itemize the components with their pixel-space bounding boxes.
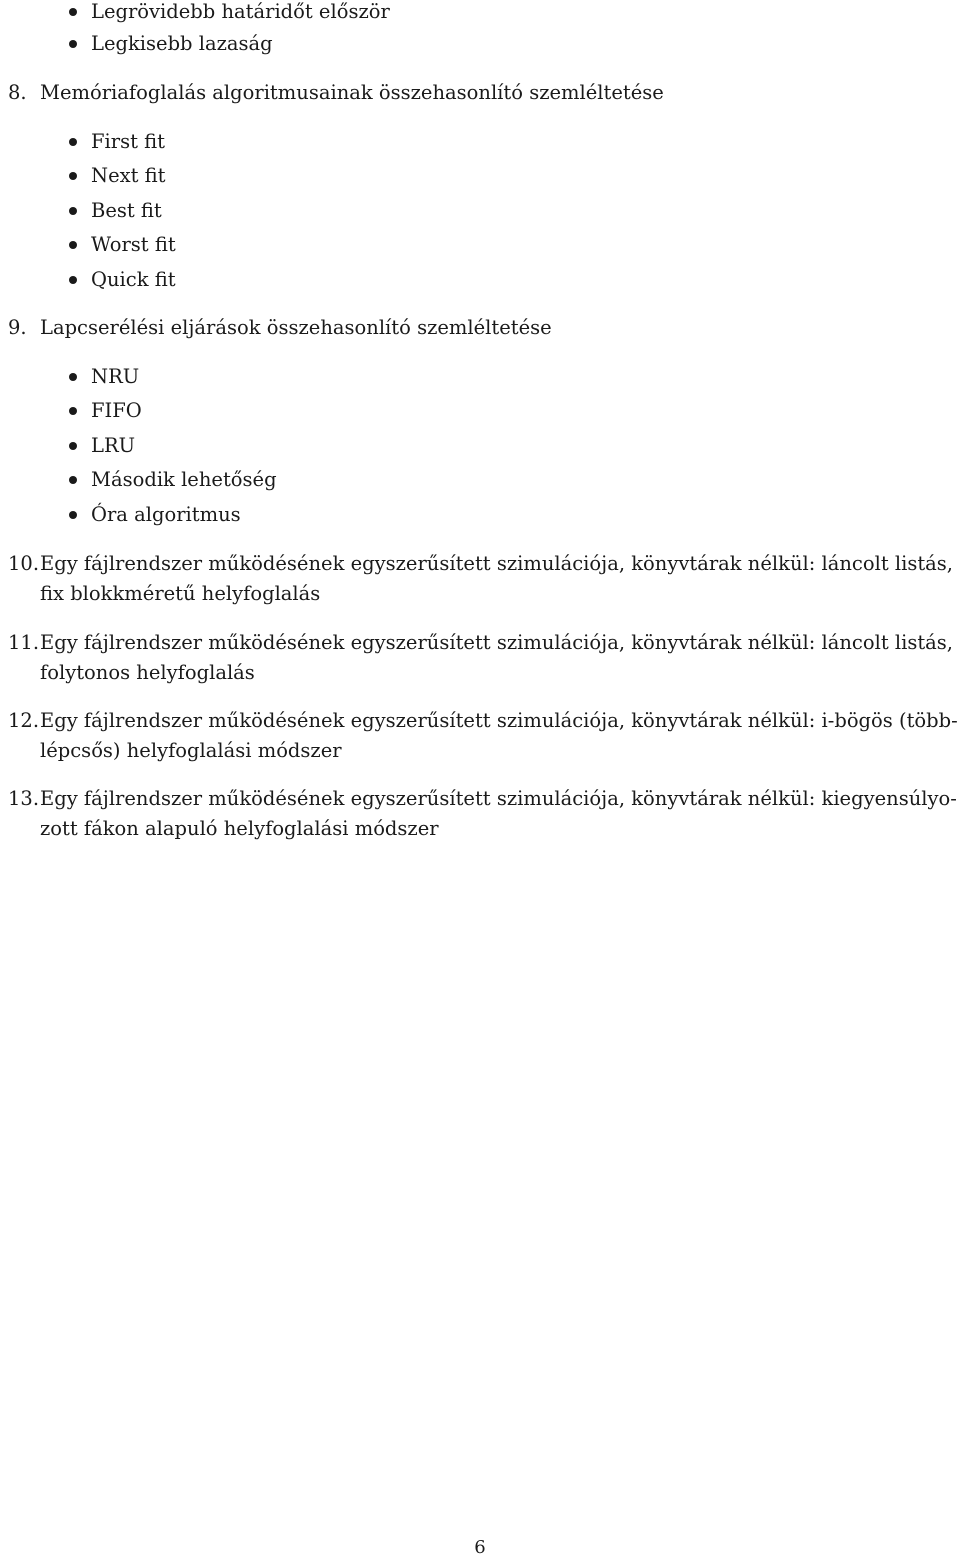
bullet-icon bbox=[69, 442, 77, 450]
bullet-icon bbox=[69, 172, 77, 180]
list-item-text: Legkisebb lazaság bbox=[91, 32, 273, 55]
list-item bbox=[69, 468, 277, 492]
item-heading: Lapcserélési eljárások összehasonlító szemléltetése bbox=[40, 316, 552, 339]
item-text-line-2: lépcsős) helyfoglalási módszer bbox=[40, 739, 342, 762]
item-text-line-2: folytonos helyfoglalás bbox=[40, 661, 255, 684]
list-item-text: NRU bbox=[91, 365, 140, 388]
item-number: 13. bbox=[8, 787, 40, 810]
item-number: 8. bbox=[8, 81, 27, 104]
list-item-text: Quick fit bbox=[91, 268, 176, 291]
bullet-icon bbox=[69, 8, 77, 16]
list-item bbox=[69, 130, 165, 154]
bullet-icon bbox=[69, 511, 77, 519]
list-item bbox=[69, 399, 142, 423]
item-text-line-1: Egy fájlrendszer működésének egyszerűsített szimulációja, könyvtárak nélkül: i-bögös (több- bbox=[40, 709, 958, 732]
bullet-icon bbox=[69, 207, 77, 215]
item-number: 12. bbox=[8, 709, 40, 732]
page-number: 6 bbox=[474, 1537, 486, 1558]
list-item-text: Második lehetőség bbox=[91, 468, 277, 491]
item-number: 9. bbox=[8, 316, 27, 339]
list-item-text: Best fit bbox=[91, 199, 162, 222]
item-text-line-2: zott fákon alapuló helyfoglalási módszer bbox=[40, 817, 439, 840]
bullet-icon bbox=[69, 476, 77, 484]
bullet-icon bbox=[69, 138, 77, 146]
list-item-text: Worst fit bbox=[91, 233, 176, 256]
bullet-icon bbox=[69, 241, 77, 249]
bullet-icon bbox=[69, 276, 77, 284]
bullet-icon bbox=[69, 373, 77, 381]
item-text-line-1: Egy fájlrendszer működésének egyszerűsített szimulációja, könyvtárak nélkül: láncolt listás, bbox=[40, 631, 954, 654]
item-text-line-1: Egy fájlrendszer működésének egyszerűsített szimulációja, könyvtárak nélkül: kiegyensúlyo- bbox=[40, 787, 957, 810]
list-item bbox=[69, 503, 241, 527]
list-item bbox=[69, 199, 162, 223]
item-number: 11. bbox=[8, 631, 40, 654]
list-item-text: Next fit bbox=[91, 164, 166, 187]
list-item-text: Óra algoritmus bbox=[91, 503, 241, 526]
bullet-icon bbox=[69, 407, 77, 415]
list-item-text: Legrövidebb határidőt először bbox=[91, 0, 390, 23]
bullet-icon bbox=[69, 40, 77, 48]
list-item-text: First fit bbox=[91, 130, 165, 153]
list-item-text: FIFO bbox=[91, 399, 142, 422]
list-item bbox=[69, 164, 165, 188]
item-text-line-2: fix blokkméretű helyfoglalás bbox=[40, 582, 321, 605]
item-heading: Memóriafoglalás algoritmusainak összehasonlító szemléltetése bbox=[40, 81, 664, 104]
list-item bbox=[69, 434, 135, 458]
list-item bbox=[69, 233, 176, 257]
item-number: 10. bbox=[8, 552, 40, 575]
list-item bbox=[69, 32, 273, 56]
list-item-text: LRU bbox=[91, 434, 136, 457]
item-text-line-1: Egy fájlrendszer működésének egyszerűsített szimulációja, könyvtárak nélkül: láncolt listás, bbox=[40, 552, 954, 575]
list-item bbox=[69, 365, 139, 389]
list-item bbox=[69, 268, 176, 292]
list-item bbox=[69, 0, 390, 24]
